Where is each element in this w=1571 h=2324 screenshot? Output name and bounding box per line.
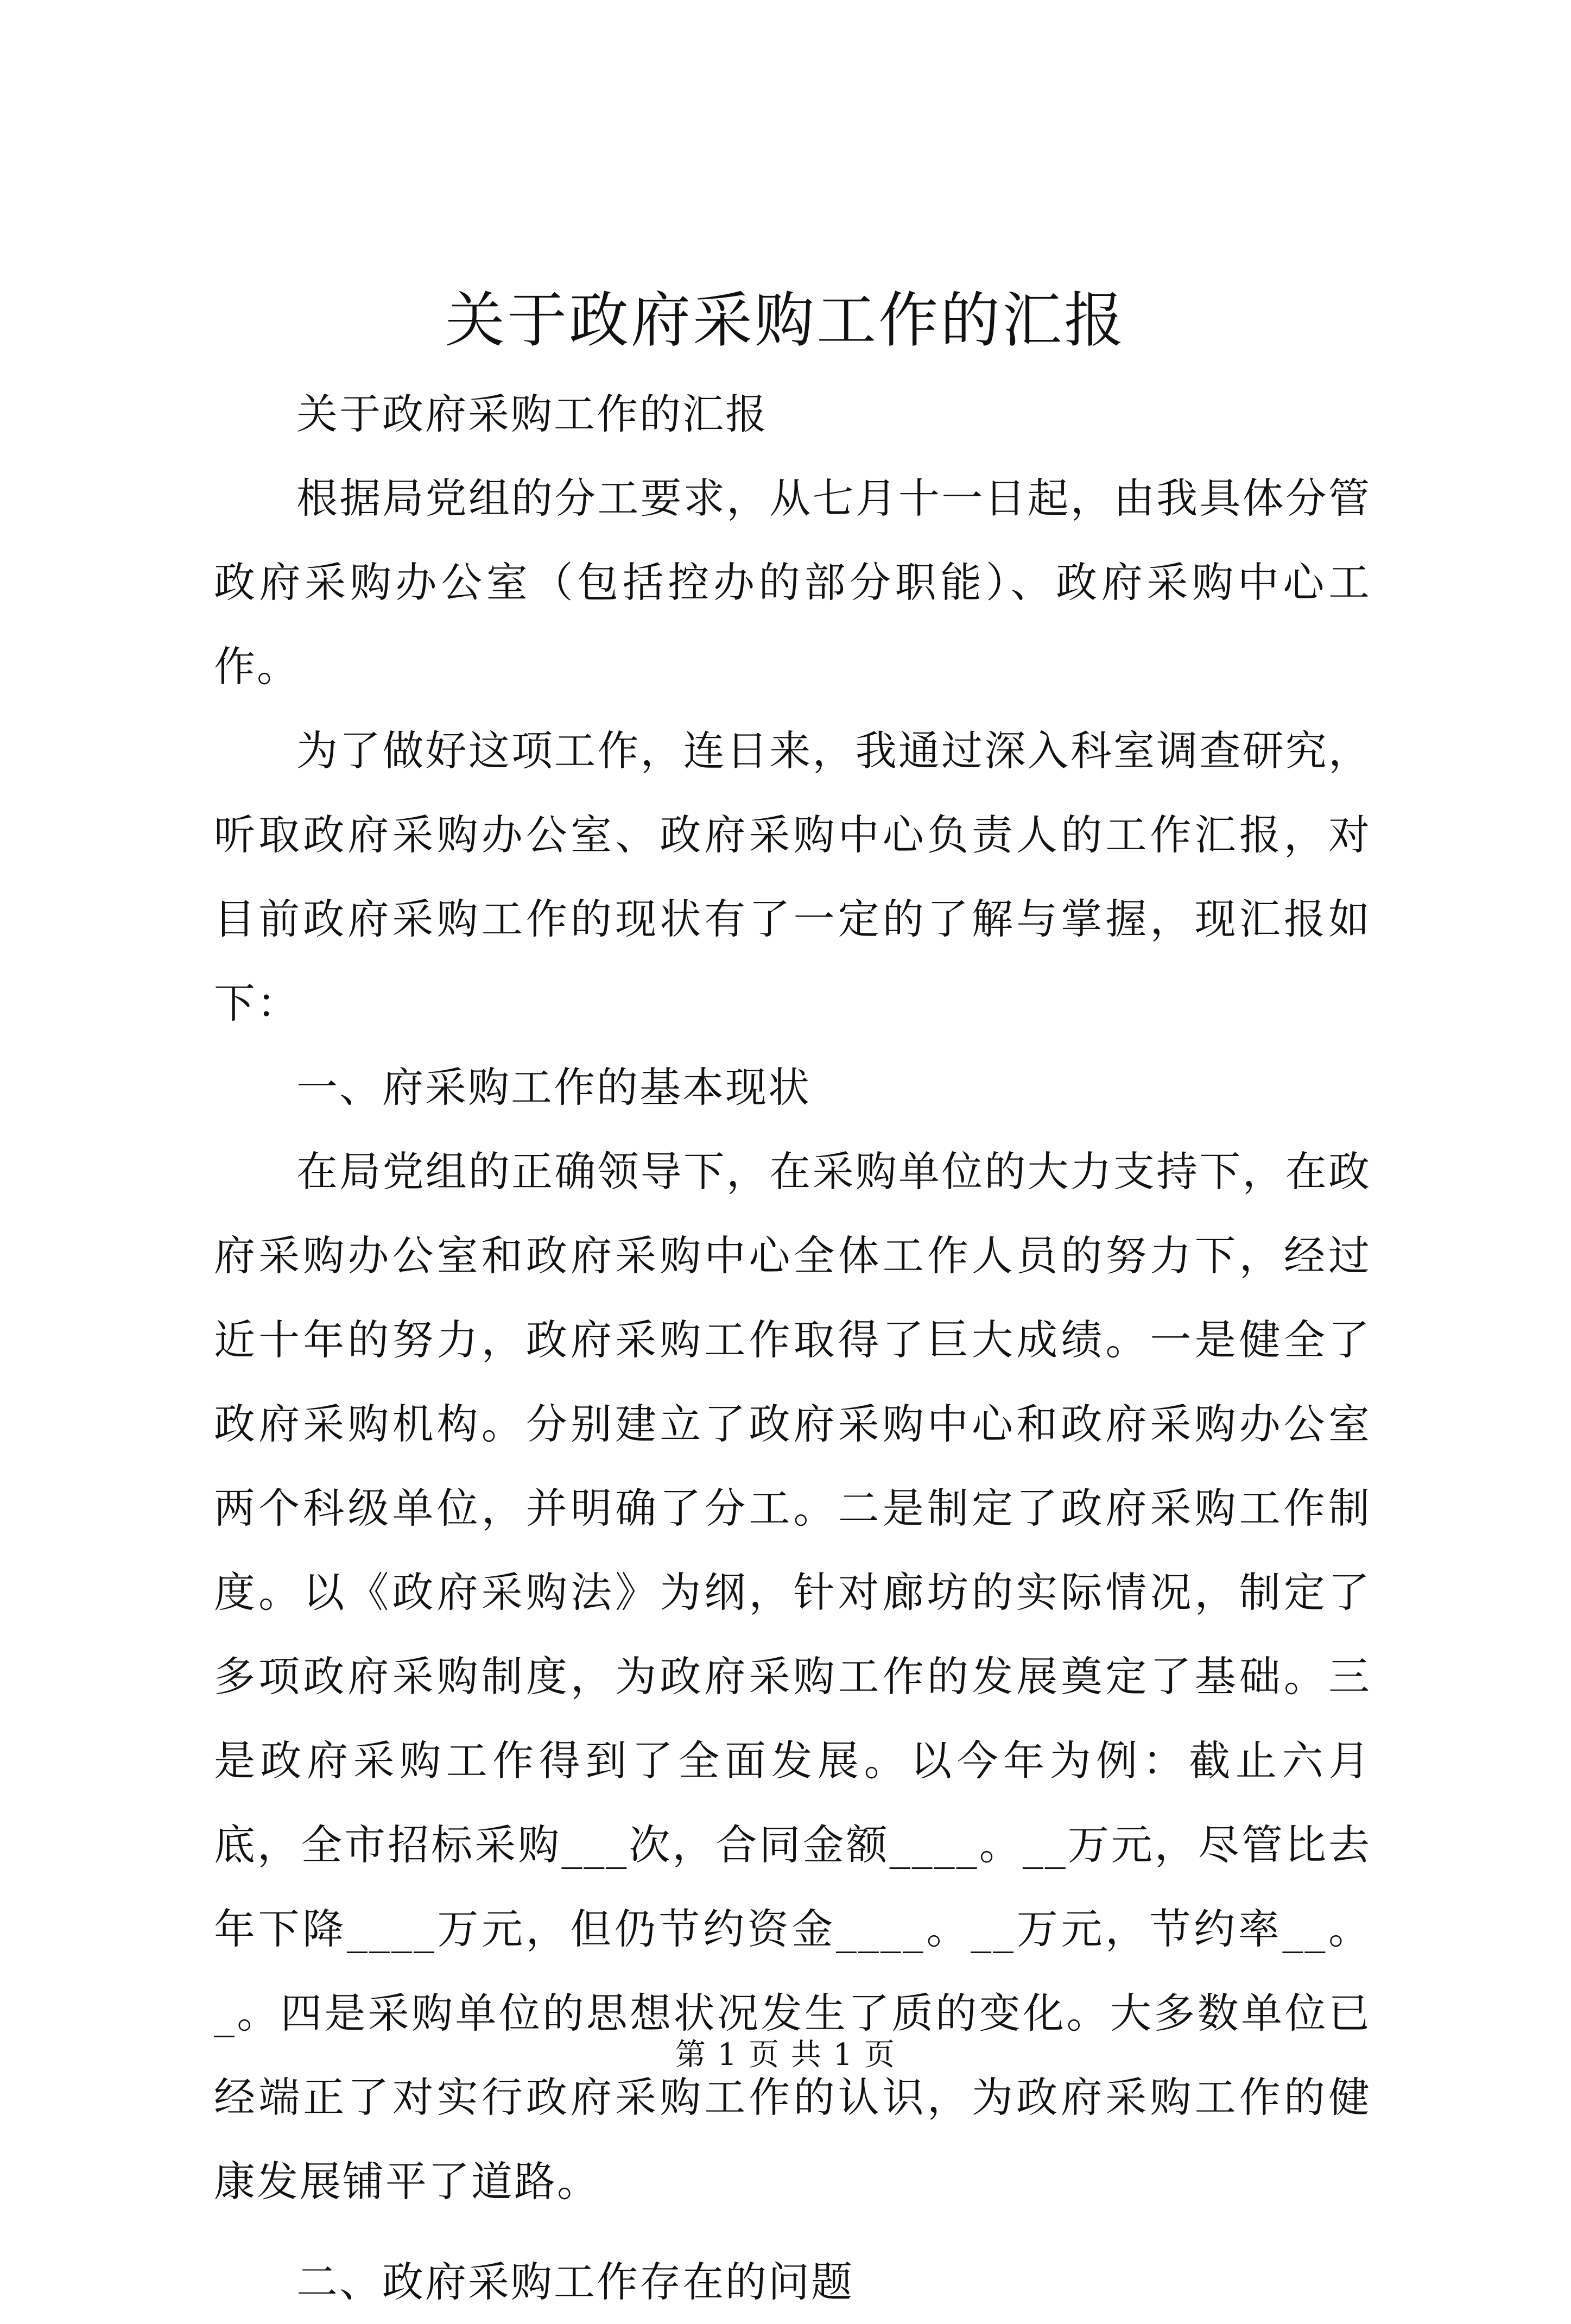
document-body	[214, 372, 1371, 2324]
section-heading-problems: 二、政府采购工作存在的问题	[296, 2258, 854, 2306]
page-number-footer: 第 1 页 共 1 页	[675, 2037, 896, 2073]
section-heading-status: 一、府采购工作的基本现状	[296, 1063, 811, 1112]
paragraph-status-details: 在局党组的正确领导下，在采购单位的大力支持下，在政府采购办公室和政府采购中心全体工作人员的努力下，经过近十年的努力，政府采购工作取得了巨大成绩。一是健全了政府采购机构。分别建立了政府采购中心和政府采购办公室两个科级单位，并明确了分工。二是制定了政府采购工作制度。以《政府采购法》为纲，针对廊坊的实际情况，制定了多项政府采购制度，为政府采购工作的发展奠定了基础。三是政府采购工作得到了全面发展。以今年为例：截止六月底，全市招标采购___次，合同金额____。__万元，尽管比去年下降____万元，但仍节约资金____。__万元，节约率__。_。四是采购单位的思想状况发生了质的变化。大多数单位已经端正了对实行政府采购工作的认识，为政府采购工作的健康发展铺平了道路。	[214, 1147, 1371, 2206]
paragraph-assignment: 根据局党组的分工要求，从七月十一日起，由我具体分管政府采购办公室（包括控办的部分职能）、政府采购中心工作。	[214, 474, 1371, 691]
document-title: 关于政府采购工作的汇报	[445, 286, 1126, 355]
paragraph-introduction: 为了做好这项工作，连日来，我通过深入科室调查研究，听取政府采购办公室、政府采购中心负责人的工作汇报，对目前政府采购工作的现状有了一定的了解与掌握，现汇报如下：	[214, 727, 1371, 1027]
paragraph-subtitle: 关于政府采购工作的汇报	[296, 390, 768, 438]
